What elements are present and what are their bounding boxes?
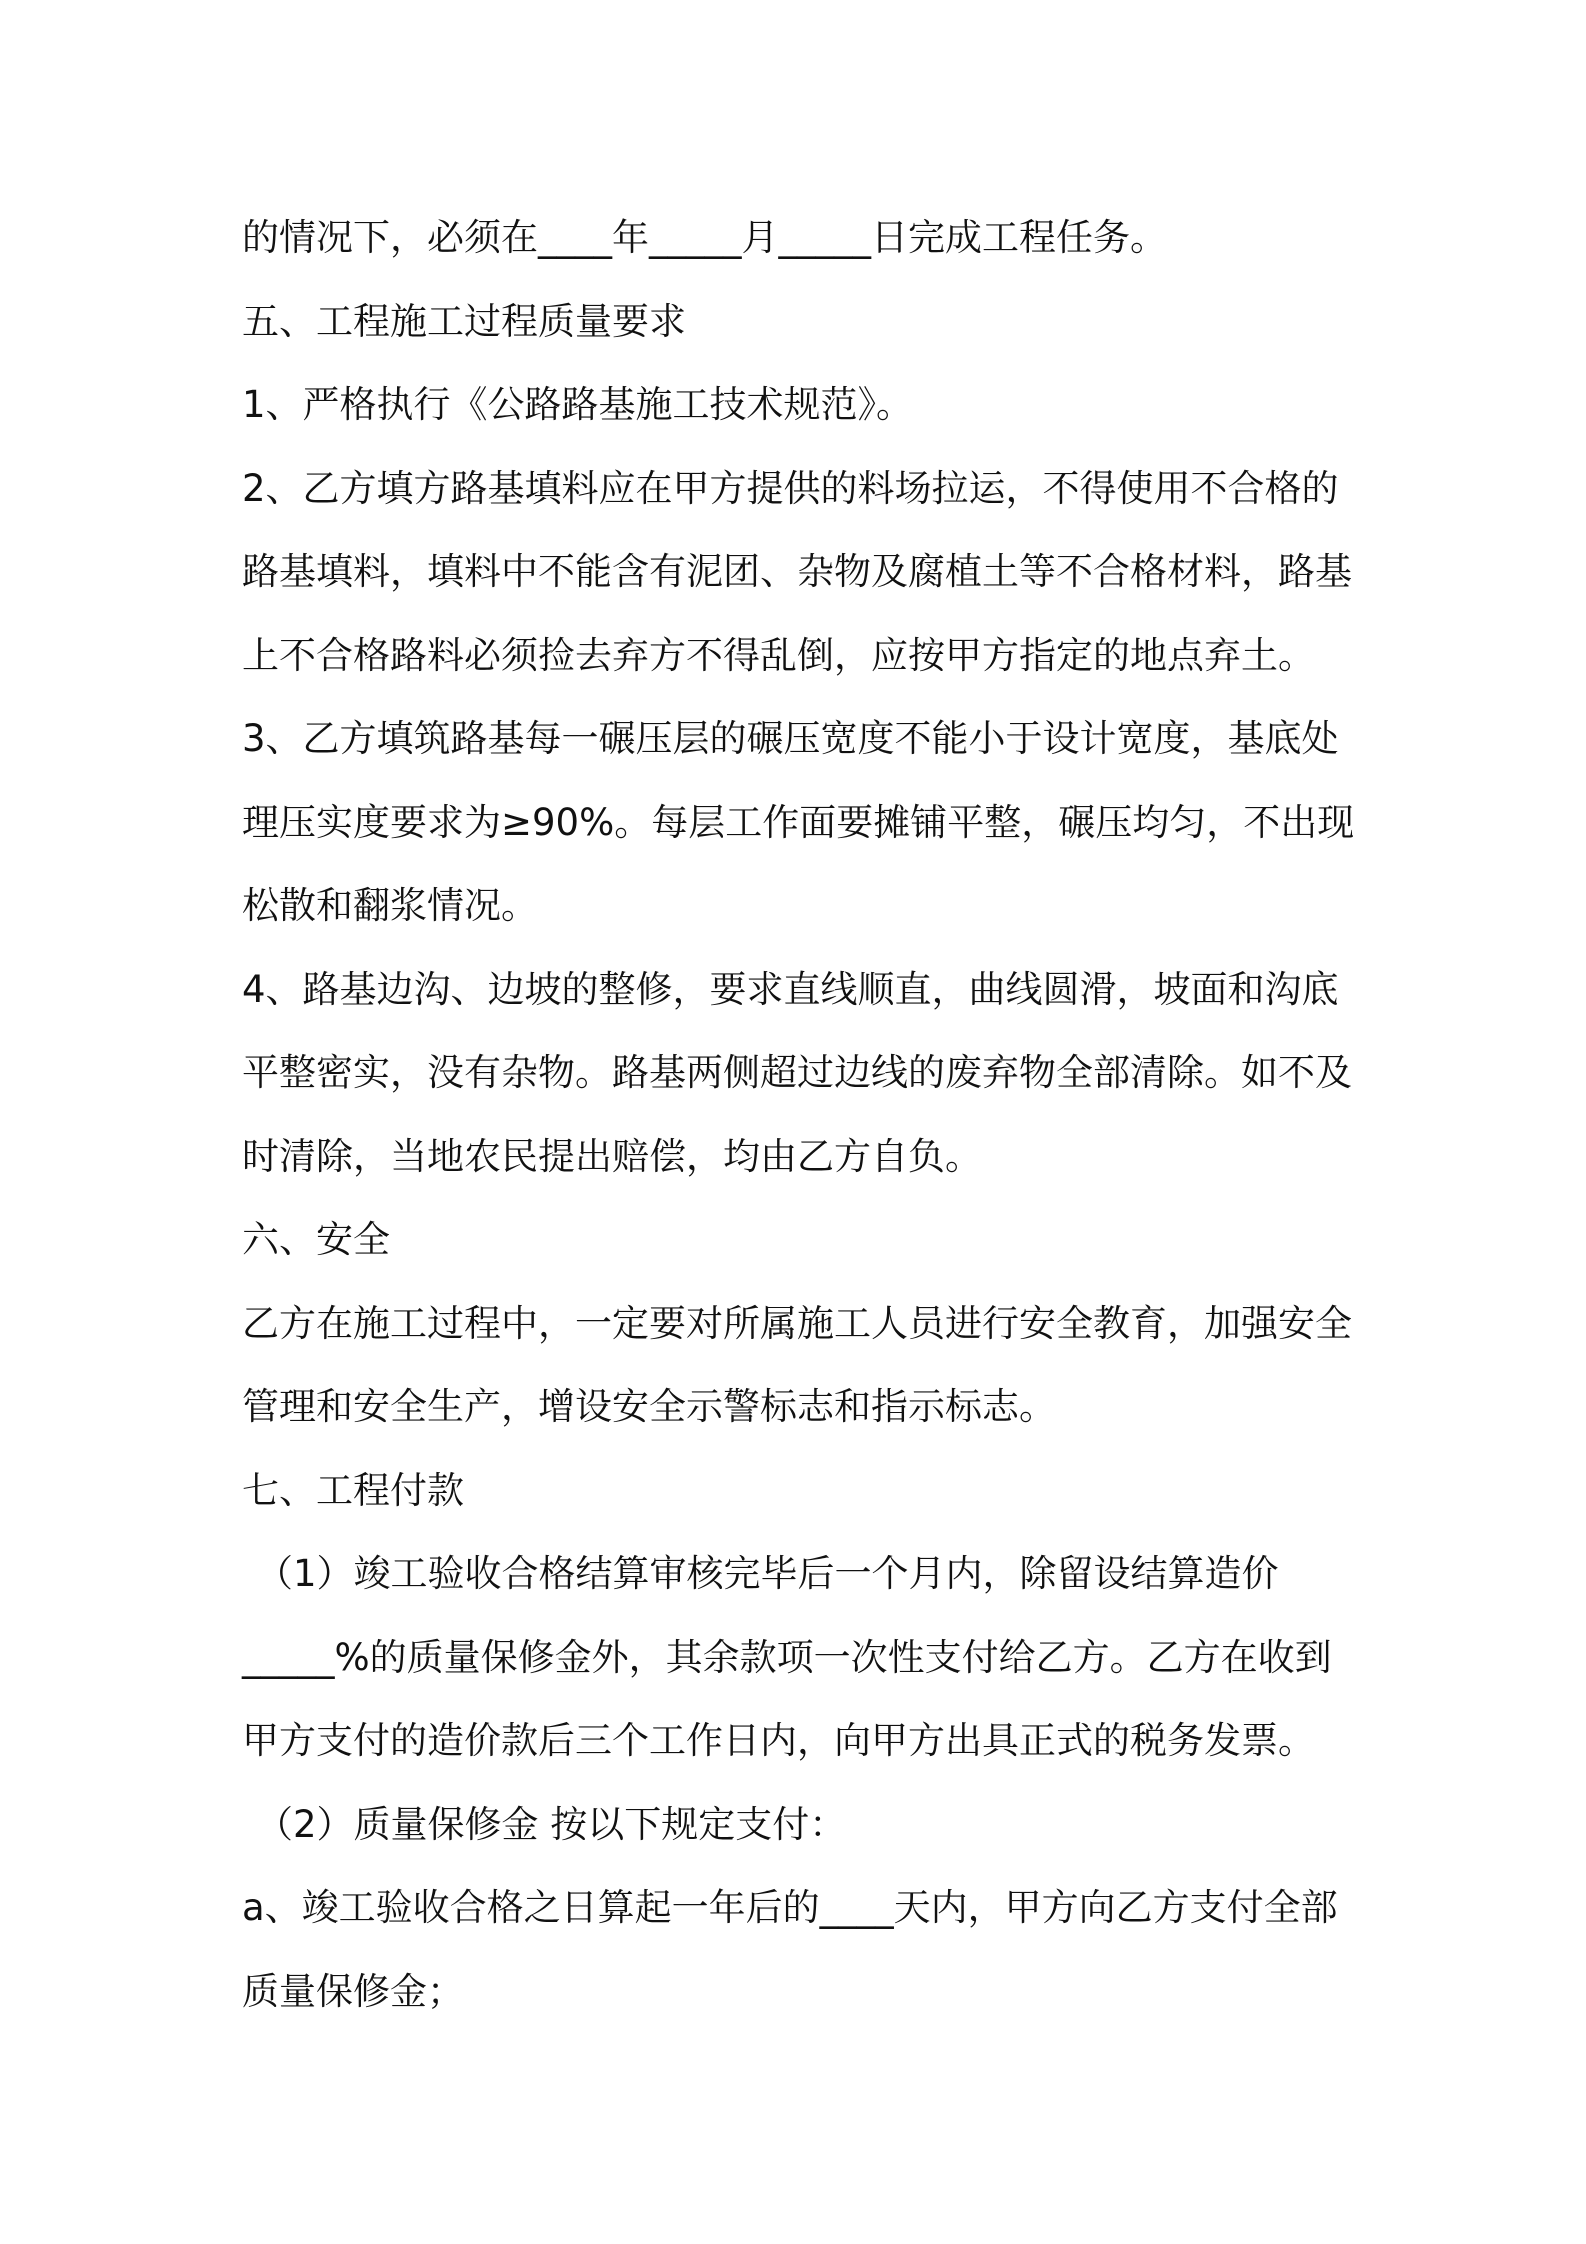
heading-quality-requirements: 五、工程施工过程质量要求 — [242, 299, 686, 343]
text-line-payment-1-a: （1）竣工验收合格结算审核完毕后一个月内，除留设结算造价 — [256, 1552, 1279, 1595]
text-line-clause-3-a: 3、乙方填筑路基每一碾压层的碾压宽度不能小于设计宽度，基底处 — [242, 717, 1339, 760]
text-line-safety-b: 管理和安全生产，增设安全示警标志和指示标志。 — [242, 1385, 1056, 1428]
text-line-clause-4-c: 时清除，当地农民提出赔偿，均由乙方自负。 — [242, 1134, 982, 1178]
text-line-payment-1-b: _____%的质量保修金外，其余款项一次性支付给乙方。乙方在收到 — [242, 1635, 1332, 1679]
text-line-clause-4-a: 4、路基边沟、边坡的整修，要求直线顺直，曲线圆滑，坡面和沟底 — [242, 967, 1339, 1011]
text-line-safety-a: 乙方在施工过程中，一定要对所属施工人员进行安全教育，加强安全 — [242, 1301, 1352, 1345]
text-line-clause-3-b: 理压实度要求为≥90%。每层工作面要摊铺平整，碾压均匀，不出现 — [242, 800, 1355, 844]
text-line-clause-4-b: 平整密实，没有杂物。路基两侧超过边线的废弃物全部清除。如不及 — [242, 1051, 1352, 1094]
text-line-clause-3-c: 松散和翻浆情况。 — [242, 884, 538, 927]
text-line-clause-1: 1、严格执行《公路路基施工技术规范》。 — [242, 383, 914, 426]
text-line-clause-2-b: 路基填料，填料中不能含有泥团、杂物及腐植土等不合格材料，路基 — [242, 550, 1352, 593]
text-line-payment-2: （2）质量保修金 按以下规定支付： — [256, 1802, 847, 1846]
heading-safety: 六、安全 — [242, 1218, 390, 1261]
heading-payment: 七、工程付款 — [242, 1468, 464, 1512]
text-line-clause-2-a: 2、乙方填方路基填料应在甲方提供的料场拉运，不得使用不合格的 — [242, 466, 1339, 510]
text-line-payment-1-c: 甲方支付的造价款后三个工作日内，向甲方出具正式的税务发票。 — [242, 1719, 1315, 1762]
text-line-clause-2-c: 上不合格路料必须捡去弃方不得乱倒，应按甲方指定的地点弃土。 — [242, 633, 1315, 677]
text-line-completion-deadline: 的情况下，必须在____年_____月_____日完成工程任务。 — [242, 216, 1167, 259]
text-line-payment-a-1: a、竣工验收合格之日算起一年后的____天内，甲方向乙方支付全部 — [242, 1886, 1338, 1929]
document-body — [242, 196, 1362, 2033]
text-line-payment-a-2: 质量保修金； — [242, 1969, 464, 2013]
